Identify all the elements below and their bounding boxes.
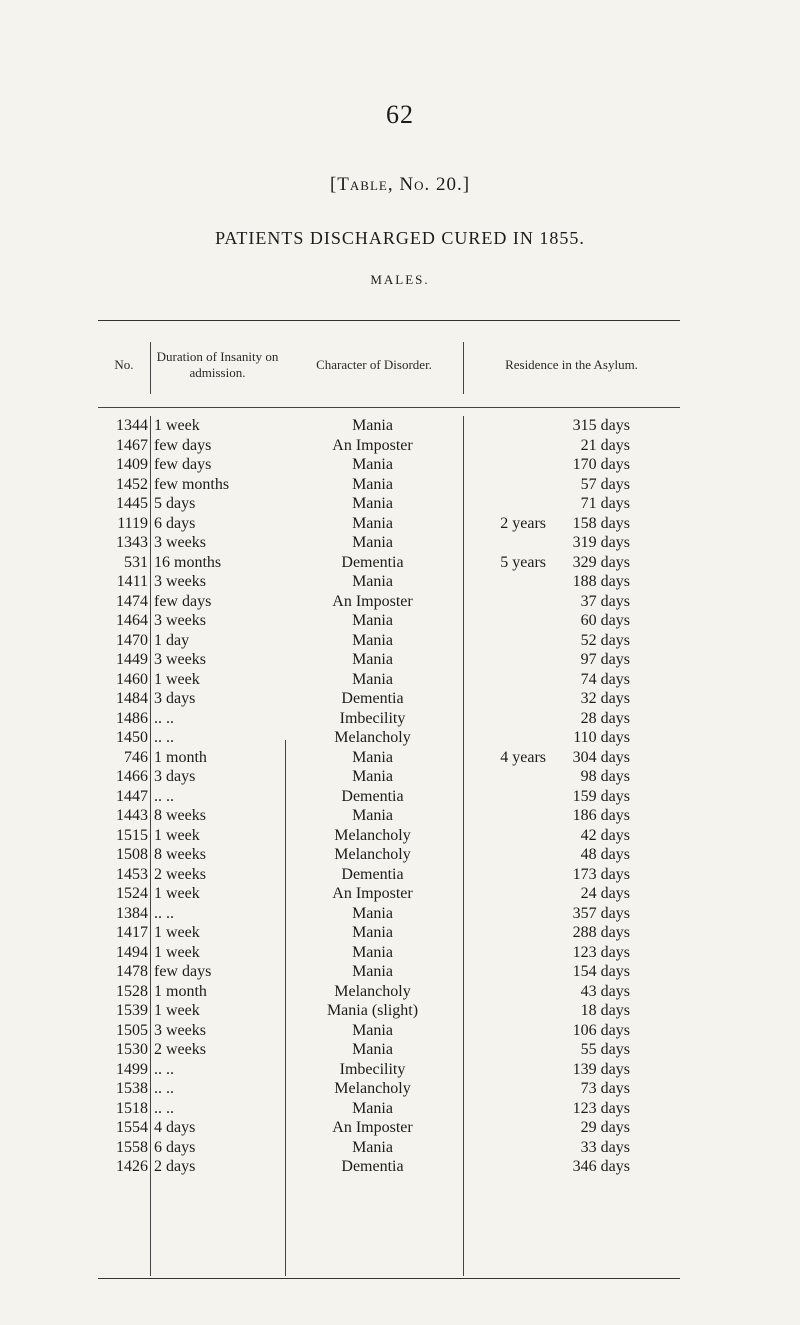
cell-no: 1486 xyxy=(116,709,148,727)
table-row xyxy=(98,1001,680,1021)
cell-duration: 3 days xyxy=(154,690,196,707)
cell-no: 1466 xyxy=(116,768,148,785)
cell-duration: .. .. xyxy=(154,1080,174,1097)
cell-character: Mania xyxy=(352,514,393,532)
cell-character: Mania xyxy=(352,417,393,434)
table-row xyxy=(98,494,680,514)
cell-duration: 1 week xyxy=(154,943,200,961)
cell-residence-days: 170 days xyxy=(572,456,630,473)
cell-duration: 16 months xyxy=(154,553,222,571)
cell-character: Dementia xyxy=(341,787,404,805)
table-row xyxy=(98,1118,680,1138)
cell-no: 1515 xyxy=(116,826,148,844)
cell-character: Mania xyxy=(352,1138,393,1156)
column-header-residence: Residence in the Asylum. xyxy=(505,357,638,372)
table-bottom-rule xyxy=(98,1278,680,1279)
cell-character: Imbecility xyxy=(339,709,406,727)
table-row xyxy=(98,1079,680,1099)
cell-residence-days: 98 days xyxy=(580,768,630,785)
cell-duration: 3 weeks xyxy=(154,573,206,590)
cell-character: Imbecility xyxy=(339,1060,406,1078)
cell-no: 1484 xyxy=(116,690,148,707)
cell-duration: 3 weeks xyxy=(154,1021,206,1039)
table-row xyxy=(98,1099,680,1119)
cell-character: Dementia xyxy=(341,690,404,707)
cell-no: 1470 xyxy=(116,631,148,649)
cell-no: 1478 xyxy=(116,963,148,980)
cell-duration: few days xyxy=(154,436,212,454)
cell-no: 1409 xyxy=(116,456,148,473)
cell-duration: 1 week xyxy=(154,826,200,844)
cell-character: Melancholy xyxy=(334,1080,411,1097)
cell-no: 746 xyxy=(124,748,148,766)
table-row xyxy=(98,982,680,1002)
cell-residence-days: 158 days xyxy=(572,514,630,532)
cell-residence-years: 5 years xyxy=(500,553,546,571)
table-row xyxy=(98,943,680,963)
table-row xyxy=(98,904,680,924)
cell-residence-days: 188 days xyxy=(572,573,630,590)
cell-character: An Imposter xyxy=(332,436,413,454)
cell-residence-days: 288 days xyxy=(572,924,630,941)
cell-character: Mania xyxy=(352,1099,393,1117)
cell-no: 1558 xyxy=(116,1138,148,1156)
cell-residence-days: 123 days xyxy=(572,1099,630,1117)
cell-residence-years: 4 years xyxy=(500,748,546,766)
cell-no: 1384 xyxy=(116,904,148,922)
cell-character: An Imposter xyxy=(332,592,413,610)
cell-residence-days: 32 days xyxy=(580,690,630,707)
cell-character: Mania xyxy=(352,475,393,493)
cell-duration: 8 weeks xyxy=(154,807,206,824)
cell-no: 1453 xyxy=(116,865,148,883)
cell-duration: 3 days xyxy=(154,768,196,785)
table-row xyxy=(98,631,680,651)
table-body xyxy=(98,416,680,1177)
cell-no: 1538 xyxy=(116,1080,148,1097)
cell-residence-days: 154 days xyxy=(572,963,630,980)
cell-no: 1518 xyxy=(116,1099,148,1117)
cell-character: Mania xyxy=(352,963,393,980)
cell-residence-days: 357 days xyxy=(572,904,630,922)
cell-residence-days: 173 days xyxy=(572,865,630,883)
cell-residence-days: 43 days xyxy=(580,982,630,1000)
cell-duration: .. .. xyxy=(154,1099,174,1117)
cell-character: Melancholy xyxy=(334,846,411,863)
cell-character: Mania xyxy=(352,924,393,941)
table-row xyxy=(98,533,680,553)
cell-residence-days: 60 days xyxy=(580,612,630,629)
cell-character: Mania xyxy=(352,670,393,688)
header-divider xyxy=(150,342,151,394)
cell-duration: 1 month xyxy=(154,748,207,766)
cell-character: Dementia xyxy=(341,865,404,883)
cell-character: Mania xyxy=(352,904,393,922)
cell-residence-days: 329 days xyxy=(572,553,630,571)
table-row xyxy=(98,1040,680,1060)
cell-character: Melancholy xyxy=(334,826,411,844)
section-label: MALES. xyxy=(370,272,430,287)
cell-residence-days: 24 days xyxy=(580,885,630,902)
table-row xyxy=(98,689,680,709)
column-header-character: Character of Disorder. xyxy=(316,357,432,372)
table-row xyxy=(98,475,680,495)
cell-no: 1474 xyxy=(116,592,148,610)
cell-character: Melancholy xyxy=(334,729,411,746)
cell-no: 1449 xyxy=(116,651,148,668)
cell-duration: 1 week xyxy=(154,885,200,902)
table-label: [Table, No. 20.] xyxy=(329,174,471,195)
table-row xyxy=(98,611,680,631)
cell-residence-days: 186 days xyxy=(572,807,630,824)
cell-no: 1343 xyxy=(116,534,148,551)
cell-duration: 1 week xyxy=(154,924,200,941)
cell-no: 1445 xyxy=(116,495,148,512)
table-row xyxy=(98,416,680,436)
cell-residence-days: 33 days xyxy=(580,1138,630,1156)
cell-duration: 1 week xyxy=(154,417,200,434)
cell-character: Mania xyxy=(352,943,393,961)
cell-no: 1344 xyxy=(116,417,148,434)
table-row xyxy=(98,572,680,592)
cell-character: Mania xyxy=(352,768,393,785)
cell-duration: 6 days xyxy=(154,1138,196,1156)
cell-duration: few days xyxy=(154,456,212,473)
table-row xyxy=(98,436,680,456)
cell-residence-days: 18 days xyxy=(580,1002,630,1019)
table-row xyxy=(98,553,680,573)
table-row xyxy=(98,728,680,748)
cell-no: 1452 xyxy=(116,475,148,493)
table-row xyxy=(98,670,680,690)
cell-no: 1417 xyxy=(116,924,148,941)
column-header-duration: Duration of Insanity on admission. xyxy=(156,349,279,380)
cell-residence-days: 55 days xyxy=(580,1041,630,1058)
table-row xyxy=(98,806,680,826)
header-separator-rule xyxy=(98,407,680,408)
cell-duration: 3 weeks xyxy=(154,534,206,551)
cell-duration: few days xyxy=(154,963,212,980)
cell-duration: 8 weeks xyxy=(154,846,206,863)
cell-duration: 2 weeks xyxy=(154,1041,206,1058)
header-divider xyxy=(463,342,464,394)
cell-residence-days: 139 days xyxy=(572,1060,630,1078)
cell-character: Mania xyxy=(352,456,393,473)
table-row xyxy=(98,884,680,904)
table-row xyxy=(98,1138,680,1158)
cell-no: 1460 xyxy=(116,670,148,688)
cell-duration: 3 weeks xyxy=(154,651,206,668)
cell-residence-days: 71 days xyxy=(580,495,630,512)
cell-character: Mania xyxy=(352,534,393,551)
table-row xyxy=(98,592,680,612)
cell-character: Mania xyxy=(352,612,393,629)
cell-no: 1499 xyxy=(116,1060,148,1078)
cell-residence-days: 73 days xyxy=(580,1080,630,1097)
cell-duration: 1 month xyxy=(154,982,207,1000)
cell-duration: few months xyxy=(154,475,230,493)
cell-residence-days: 28 days xyxy=(580,709,630,727)
cell-no: 531 xyxy=(124,553,148,571)
cell-duration: few days xyxy=(154,592,212,610)
cell-duration: 6 days xyxy=(154,514,196,532)
table-row xyxy=(98,709,680,729)
column-header-no: No. xyxy=(114,357,134,372)
cell-residence-days: 74 days xyxy=(580,670,630,688)
table-row xyxy=(98,1021,680,1041)
cell-no: 1467 xyxy=(116,436,148,454)
cell-no: 1450 xyxy=(116,729,148,746)
cell-duration: 1 week xyxy=(154,1002,200,1019)
page-number: 62 xyxy=(386,100,414,129)
cell-no: 1411 xyxy=(116,573,148,590)
cell-no: 1464 xyxy=(116,612,148,629)
cell-duration: 5 days xyxy=(154,495,196,512)
table-row xyxy=(98,748,680,768)
cell-no: 1426 xyxy=(116,1158,148,1175)
table-row xyxy=(98,1157,680,1177)
cell-duration: 1 day xyxy=(154,631,190,649)
cell-duration: .. .. xyxy=(154,787,174,805)
table-row xyxy=(98,650,680,670)
cell-character: Mania xyxy=(352,1041,393,1058)
cell-duration: 4 days xyxy=(154,1119,196,1136)
cell-residence-days: 52 days xyxy=(580,631,630,649)
cell-no: 1539 xyxy=(116,1002,148,1019)
cell-residence-days: 304 days xyxy=(572,748,630,766)
table-top-rule xyxy=(98,320,680,321)
table-row xyxy=(98,455,680,475)
cell-duration: 1 week xyxy=(154,670,200,688)
cell-residence-days: 97 days xyxy=(580,651,630,668)
table-row xyxy=(98,1060,680,1080)
cell-character: Dementia xyxy=(341,1158,404,1175)
cell-duration: 2 days xyxy=(154,1158,196,1175)
cell-no: 1508 xyxy=(116,846,148,863)
cell-duration: .. .. xyxy=(154,729,174,746)
cell-residence-years: 2 years xyxy=(500,514,546,532)
page-title: PATIENTS DISCHARGED CURED IN 1855. xyxy=(215,228,585,248)
cell-character: Mania xyxy=(352,807,393,824)
cell-character: An Imposter xyxy=(332,885,413,902)
cell-residence-days: 37 days xyxy=(580,592,630,610)
cell-no: 1494 xyxy=(116,943,148,961)
cell-no: 1505 xyxy=(116,1021,148,1039)
cell-residence-days: 319 days xyxy=(572,534,630,551)
table-row xyxy=(98,865,680,885)
cell-residence-days: 315 days xyxy=(572,417,630,434)
table-row xyxy=(98,826,680,846)
table-row xyxy=(98,962,680,982)
cell-duration: 3 weeks xyxy=(154,612,206,629)
cell-no: 1443 xyxy=(116,807,148,824)
cell-character: Mania xyxy=(352,495,393,512)
cell-no: 1447 xyxy=(116,787,148,805)
cell-character: Dementia xyxy=(341,553,404,571)
cell-residence-days: 123 days xyxy=(572,943,630,961)
cell-residence-days: 159 days xyxy=(572,787,630,805)
cell-residence-days: 110 days xyxy=(573,729,630,746)
cell-character: Mania xyxy=(352,748,393,766)
cell-duration: 2 weeks xyxy=(154,865,206,883)
cell-character: Mania xyxy=(352,631,393,649)
table-row xyxy=(98,845,680,865)
cell-no: 1528 xyxy=(116,982,148,1000)
cell-no: 1554 xyxy=(116,1119,148,1136)
cell-residence-days: 29 days xyxy=(580,1119,630,1136)
cell-residence-days: 106 days xyxy=(572,1021,630,1039)
cell-no: 1530 xyxy=(116,1041,148,1058)
table-row xyxy=(98,787,680,807)
cell-no: 1524 xyxy=(116,885,148,902)
cell-character: Mania xyxy=(352,1021,393,1039)
cell-duration: .. .. xyxy=(154,904,174,922)
cell-character: An Imposter xyxy=(332,1119,413,1136)
cell-character: Melancholy xyxy=(334,982,411,1000)
table-header xyxy=(98,330,680,400)
cell-character: Mania (slight) xyxy=(326,1002,419,1019)
cell-character: Mania xyxy=(352,573,393,590)
cell-duration: .. .. xyxy=(154,709,174,727)
table-row xyxy=(98,923,680,943)
cell-residence-days: 21 days xyxy=(580,436,630,454)
cell-no: 1119 xyxy=(117,514,148,532)
cell-duration: .. .. xyxy=(154,1060,174,1078)
cell-residence-days: 346 days xyxy=(572,1158,630,1175)
cell-character: Mania xyxy=(352,651,393,668)
cell-residence-days: 42 days xyxy=(580,826,630,844)
table-row xyxy=(98,514,680,534)
table-row xyxy=(98,767,680,787)
cell-residence-days: 57 days xyxy=(580,475,630,493)
cell-residence-days: 48 days xyxy=(580,846,630,863)
